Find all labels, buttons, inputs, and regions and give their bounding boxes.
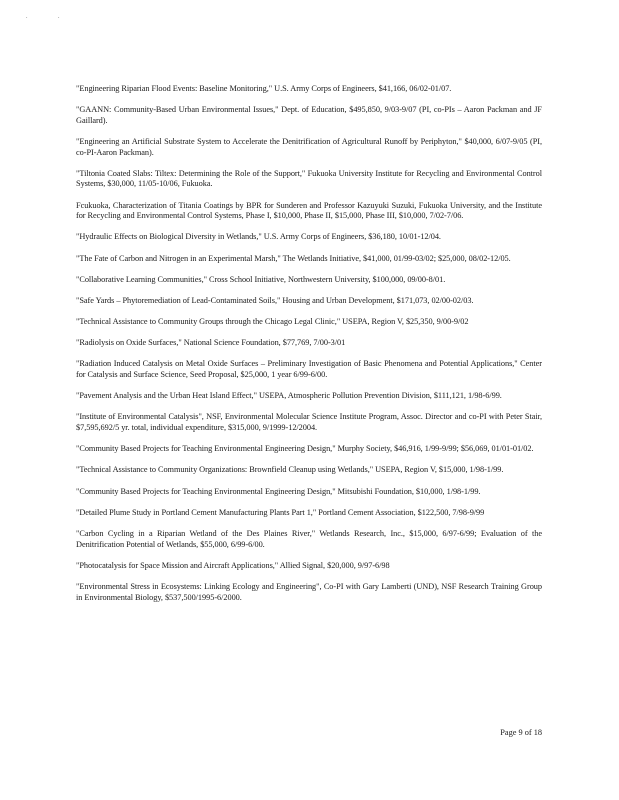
corner-mark: .	[58, 14, 60, 20]
funding-entry: "Community Based Projects for Teaching Environmental Engineering Design," Mitsubishi Foundation, $10,000, 1/98-1/99.	[76, 486, 481, 496]
funding-entry: "Hydraulic Effects on Biological Diversity in Wetlands," U.S. Army Corps of Engineers, $36,180, 10/01-12/04.	[76, 232, 441, 242]
funding-entry: "Institute of Environmental Catalysis", NSF, Environmental Molecular Science Institute Program, Assoc. Director and co-PI with Peter Stair, $7,595,692/5 yr. total, individual expenditure, $315,000, 9/1999-12/2004.	[76, 412, 542, 432]
page-number: Page 9 of 18	[500, 728, 542, 737]
funding-entry: "The Fate of Carbon and Nitrogen in an Experimental Marsh," The Wetlands Initiative, $41,000, 01/99-03/02; $25,000, 08/02-12/05.	[76, 253, 511, 263]
funding-entry: "Collaborative Learning Communities," Cross School Initiative, Northwestern University, $100,000, 09/00-8/01.	[76, 274, 446, 284]
corner-mark: .	[26, 14, 28, 20]
funding-entry: "Radiation Induced Catalysis on Metal Oxide Surfaces – Preliminary Investigation of Basic Phenomena and Potential Applications," Center for Catalysis and Surface Science, Seed Proposal, $25,000, 1 year 6/99-6/00.	[76, 359, 542, 380]
funding-entry: "Technical Assistance to Community Organizations: Brownfield Cleanup using Wetlands," USEPA, Region V, $15,000, 1/98-1/99.	[76, 465, 504, 475]
funding-entry: "Engineering Riparian Flood Events: Baseline Monitoring," U.S. Army Corps of Engineers, $41,166, 06/02-01/07.	[76, 84, 452, 93]
funding-entry: Fcukuoka, Characterization of Titania Coatings by BPR for Sunderen and Professor Kazuyuki Suzuki, Fukuoka University, and the Institute for Recycling and Environmental Control Systems, Phase I, $10,000, Phase II, $15,000, Phase III, $10,000, 7/02-7/06.	[76, 200, 542, 221]
funding-entry: "Photocatalysis for Space Mission and Aircraft Applications," Allied Signal, $20,000, 9/97-6/98	[76, 560, 390, 570]
funding-entry: "Environmental Stress in Ecosystems: Linking Ecology and Engineering", Co-PI with Gary Lamberti (UND), NSF Research Training Group in Environmental Biology, $537,500/1995-6/2000.	[76, 581, 542, 602]
funding-entry: "Radiolysis on Oxide Surfaces," National Science Foundation, $77,769, 7/00-3/01	[76, 338, 346, 348]
funding-entry: "Tiltonia Coated Slabs: Tiltex: Determining the Role of the Support," Fukuoka University Institute for Recycling and Environmental Control Systems, $30,000, 11/05-10/06, Fukuoka.	[76, 168, 542, 189]
funding-entry: "Engineering an Artificial Substrate System to Accelerate the Denitrification of Agricultural Runoff by Periphyton," $40,000, 6/07-9/05 (PI, co-PI-Aaron Packman).	[76, 136, 542, 157]
funding-list	[76, 84, 542, 614]
funding-entry: "Safe Yards – Phytoremediation of Lead-Contaminated Soils," Housing and Urban Development, $171,073, 02/00-02/03.	[76, 295, 474, 305]
funding-entry: "Carbon Cycling in a Riparian Wetland of the Des Plaines River," Wetlands Research, Inc., $15,000, 6/97-6/99; Evaluation of the Denitrification Potential of Wetlands, $55,000, 6/99-6/00.	[76, 528, 542, 549]
funding-entry: "Pavement Analysis and the Urban Heat Island Effect," USEPA, Atmospheric Pollution Prevention Division, $111,121, 1/98-6/99.	[76, 391, 502, 401]
funding-entry: "Community Based Projects for Teaching Environmental Engineering Design," Murphy Society, $46,916, 1/99-9/99; $56,069, 01/01-01/02.	[76, 444, 534, 454]
funding-entry: "Detailed Plume Study in Portland Cement Manufacturing Plants Part 1," Portland Cement Association, $122,500, 7/98-9/99	[76, 507, 485, 517]
funding-entry: "Technical Assistance to Community Groups through the Chicago Legal Clinic," USEPA, Region V, $25,350, 9/00-9/02	[76, 317, 469, 327]
funding-entry: "GAANN: Community-Based Urban Environmental Issues," Dept. of Education, $495,850, 9/03-9/07 (PI, co-PIs – Aaron Packman and JF Gaillard).	[76, 105, 542, 125]
